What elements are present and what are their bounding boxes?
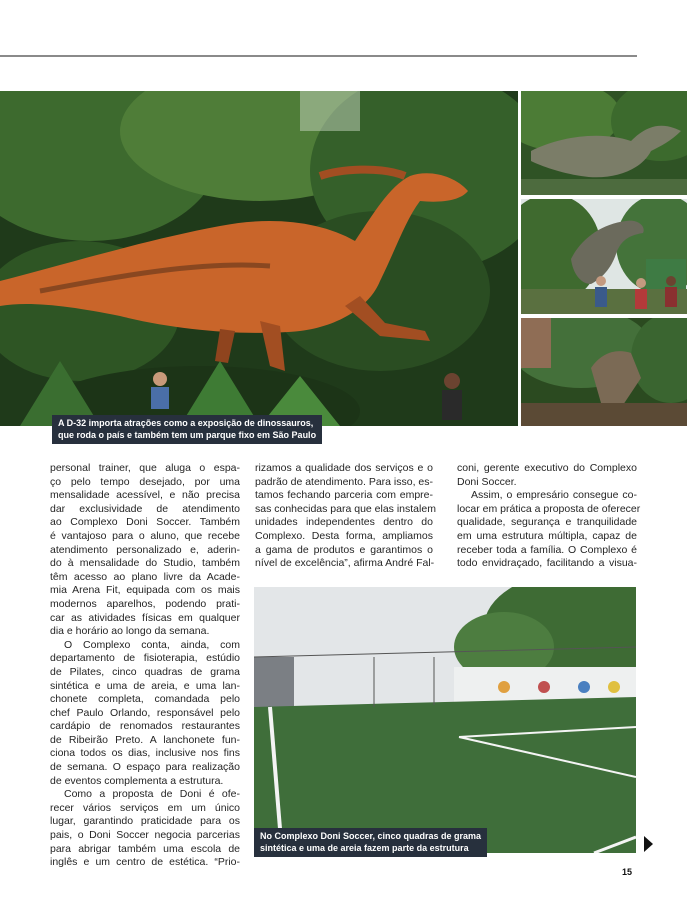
body-text-column-3	[457, 462, 641, 571]
text-line: ciona todos os dias, inclusive nos fins	[50, 747, 240, 760]
text-line: Complexo. Desta forma, ampliamos	[255, 529, 433, 542]
text-line: coni, gerente executivo do Complexo	[457, 462, 637, 474]
dinosaur-photo-caption	[52, 415, 322, 444]
caption-line: No Complexo Doni Soccer, cinco quadras de grama	[260, 831, 482, 841]
text-line: mia Arena Fit, equipada com os mais	[50, 584, 240, 597]
text-line: atendimento personalizado e, aderin-	[50, 543, 240, 556]
text-line: rizamos a qualidade dos serviços e o	[255, 462, 433, 474]
continue-arrow-icon	[644, 836, 653, 852]
text-line: de Ribeirão Preto. A lanchonete fun-	[50, 733, 240, 746]
text-line: tamos fechando parceria com empre-	[255, 489, 433, 502]
text-line: em uma estrutura múltipla, capaz de	[457, 529, 637, 542]
text-line: para abrigar também uma escola de	[50, 842, 240, 855]
text-line: pais, o Doni Soccer negocia parcerias	[50, 829, 240, 842]
header-rule	[0, 55, 637, 57]
caption-line: sintética e uma de areia fazem parte da estrutura	[260, 843, 469, 853]
text-line: de semana. O espaço para realização	[50, 761, 240, 774]
text-line: recer vários serviços em um único	[50, 801, 240, 814]
text-line: sintética e uma de areia, e uma lan-	[50, 679, 240, 692]
text-line: do à mensalidade do Studio, também	[50, 557, 240, 570]
body-text-column-2	[255, 462, 436, 571]
dinosaur-thumbnail-photo	[521, 91, 687, 195]
text-line: cardápio de renomados restaurantes	[50, 720, 240, 733]
text-line: O Complexo conta, ainda, com	[64, 638, 240, 651]
text-line: modernos aparelhos, podendo prati-	[50, 597, 240, 610]
text-line: a gama de produtos e garantimos o	[255, 543, 433, 556]
dinosaur-thumbnail-photo	[521, 199, 687, 314]
soccer-photo-caption	[254, 828, 487, 857]
text-line: têm acesso ao plano livre da Acade-	[50, 570, 240, 583]
text-line: ço pelo tempo desejado, por uma	[50, 475, 240, 488]
text-line: Como a proposta de Doni é ofe-	[64, 788, 240, 801]
text-line: sas conhecidas para que elas instalem	[255, 502, 436, 515]
page-number: 15	[622, 867, 633, 877]
text-line: lugar, garantindo praticidade para os	[50, 815, 240, 828]
text-line: dia e horário ao longo da semana.	[50, 625, 210, 638]
caption-line: que roda o país e também tem um parque fixo em São Paulo	[58, 430, 317, 440]
text-line: de eventos complementa a estrutura.	[50, 774, 224, 787]
text-line: car as atividades físicas em qualquer	[50, 611, 240, 624]
text-line: qualidade, segurança e tranquilidade	[457, 516, 637, 529]
text-line: receber toda a família. O Complexo é	[457, 543, 637, 556]
text-line: personal trainer, que aluga o espa-	[50, 462, 240, 474]
text-line: dar exclusividade de atendimento	[50, 502, 240, 515]
body-text-column-1	[50, 462, 240, 870]
text-line: chef Paulo Orlando, responsável pelo	[50, 706, 240, 719]
text-line: departamento de fisioterapia, estúdio	[50, 652, 240, 665]
text-line: é vantajoso para o aluno, que recebe	[50, 529, 240, 542]
text-line: nível de excelência”, afirma André Fal-	[255, 557, 435, 570]
text-line: Doni Soccer.	[457, 475, 517, 488]
text-line: de Pilates, cinco quadras de grama	[50, 665, 240, 678]
text-line: padrão de atendimento. Para isso, es-	[255, 475, 434, 488]
text-line: Assim, o empresário consegue co-	[471, 489, 637, 502]
text-line: inglês e um centro de estética. “Prio-	[50, 856, 240, 869]
dinosaur-park-photo	[0, 91, 518, 426]
text-line: ao Complexo Doni Soccer. Também	[50, 516, 240, 529]
text-line: chonete completa, comandada pelo	[50, 693, 240, 706]
dinosaur-thumbnail-photo	[521, 318, 687, 426]
text-line: mensalidade acessível, e não precisa	[50, 489, 240, 502]
caption-line: A D-32 importa atrações como a exposição de dinossauros,	[58, 418, 314, 428]
text-line: locar em prática a proposta de oferecer	[457, 502, 641, 515]
soccer-field-photo	[254, 587, 636, 853]
text-line: todo envidraçado, facilitando a visua-	[457, 557, 637, 570]
text-line: unidades independentes dentro do	[255, 516, 433, 529]
